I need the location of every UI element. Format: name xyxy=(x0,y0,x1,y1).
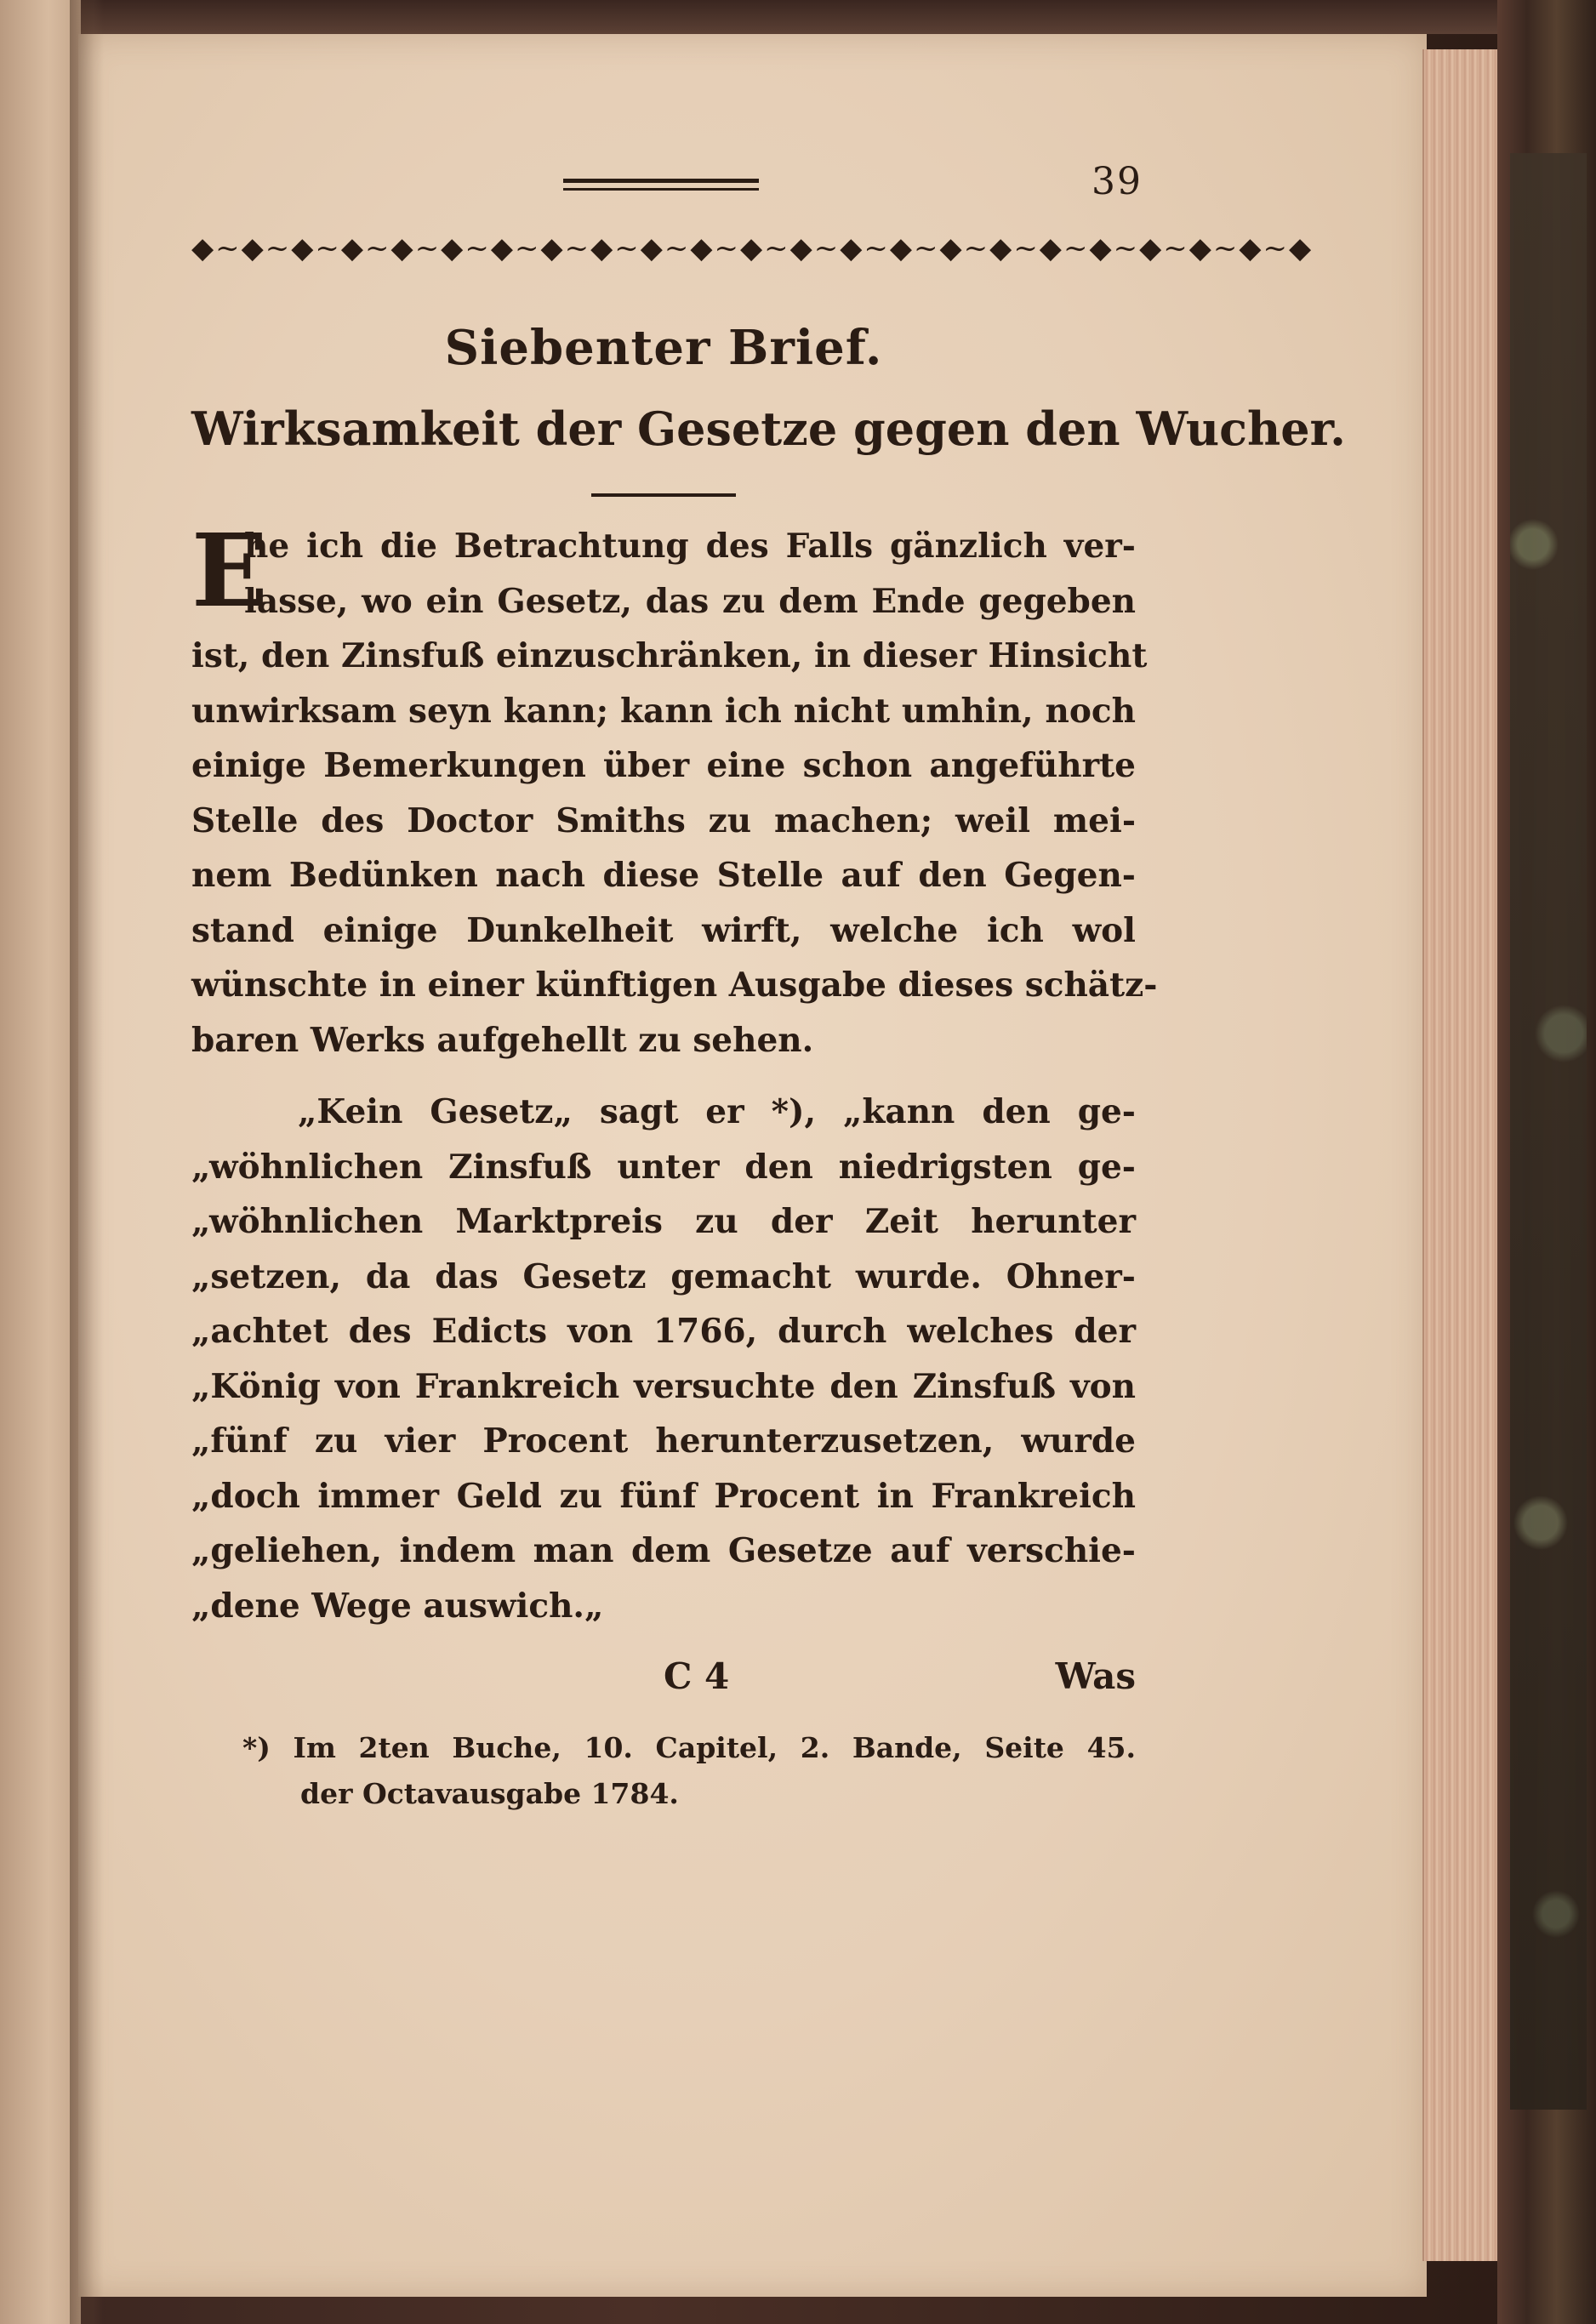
text-line: stand einige Dunkelheit wirft, welche ich wol xyxy=(191,910,1136,950)
drop-cap-letter: E xyxy=(191,511,268,629)
letter-subtitle: Wirksamkeit der Gesetze gegen den Wucher. xyxy=(191,402,1346,456)
text-line: „fünf zu vier Procent herunterzusetzen, wurde xyxy=(191,1421,1136,1461)
text-line: lasse, wo ein Gesetz, das zu dem Ende gegeben xyxy=(244,581,1136,621)
title-separator-rule xyxy=(591,493,736,497)
text-line: „achtet des Edicts von 1766, durch welches der xyxy=(191,1312,1136,1351)
text-line: „doch immer Geld zu fünf Procent in Frankreich xyxy=(191,1476,1136,1516)
text-line: „wöhnlichen Zinsfuß unter den niedrigsten ge- xyxy=(191,1147,1136,1187)
body-text xyxy=(191,511,1158,1633)
stacked-page-edges xyxy=(1422,49,1501,2261)
catchword: Was xyxy=(1055,1655,1136,1697)
page-number: 39 xyxy=(1092,160,1143,203)
text-line: nem Bedünken nach diese Stelle auf den Gegen- xyxy=(191,856,1136,895)
text-line: „dene Wege auswich.„ xyxy=(191,1586,604,1626)
footnote-line: der Octavausgabe 1784. xyxy=(300,1777,679,1810)
text-line: „wöhnlichen Marktpreis zu der Zeit herunter xyxy=(191,1202,1136,1241)
text-line: wünschte in einer künftigen Ausgabe dieses schätz- xyxy=(191,965,1158,1005)
footnote-line: *) Im 2ten Buche, 10. Capitel, 2. Bande, Seite 45. xyxy=(242,1731,1136,1764)
paragraph-gap xyxy=(191,1068,1136,1085)
text-line: unwirksam seyn kann; kann ich nicht umhin, noch xyxy=(191,691,1136,731)
paragraph-2-quotation xyxy=(191,1085,1136,1633)
text-line: Stelle des Doctor Smiths zu machen; weil mei- xyxy=(191,800,1136,840)
header-rule xyxy=(563,179,759,191)
text-line: ist, den Zinsfuß einzuschränken, in dieser Hinsicht xyxy=(191,636,1148,675)
text-line: baren Werks aufgehellt zu sehen. xyxy=(191,1020,814,1060)
page-footer xyxy=(191,1655,1136,1710)
text-line: einige Bemerkungen über eine schon angeführte xyxy=(191,746,1136,785)
text-line: he ich die Betrachtung des Falls gänzlich ver- xyxy=(244,527,1136,566)
text-line: „Kein Gesetz„ sagt er *), „kann den ge- xyxy=(298,1092,1136,1131)
letter-title: Siebenter Brief. xyxy=(444,320,883,376)
text-line: „geliehen, indem man dem Gesetze auf verschie- xyxy=(191,1531,1136,1570)
signature-mark: C 4 xyxy=(664,1655,730,1697)
page-gutter xyxy=(70,0,104,2324)
page-text-block xyxy=(191,153,1346,1817)
text-line: „König von Frankreich versuchte den Zinsfuß von xyxy=(191,1366,1136,1406)
text-line: „setzen, da das Gesetz gemacht wurde. Ohner- xyxy=(191,1256,1136,1296)
page-header xyxy=(191,153,1143,213)
paragraph-1 xyxy=(191,511,1158,1068)
left-page-edge xyxy=(0,0,81,2324)
marbled-cover-paper xyxy=(1510,153,1587,2110)
footnote xyxy=(191,1725,1136,1817)
top-binding-edge xyxy=(0,0,1596,34)
ornamental-border: ◆~◆~◆~◆~◆~◆~◆~◆~◆~◆~◆~◆~◆~◆~◆~◆~◆~◆~◆~◆~◆~◆~◆ xyxy=(191,231,1314,265)
